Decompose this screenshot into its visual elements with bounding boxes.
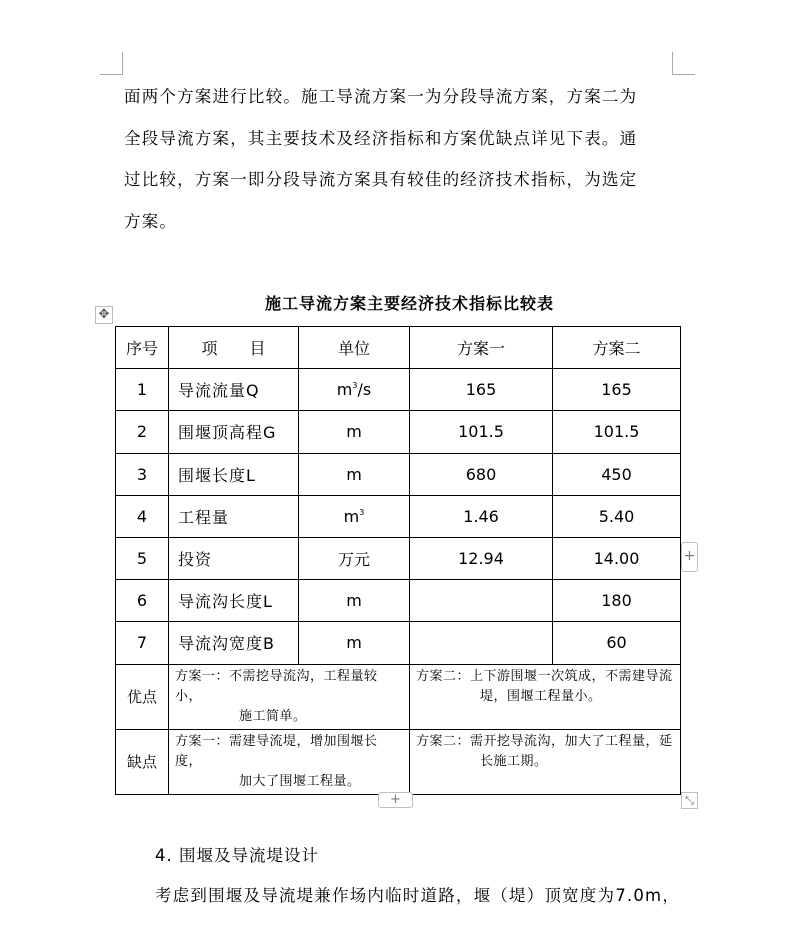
header-cell: 项 目 bbox=[169, 327, 299, 369]
intro-paragraph bbox=[124, 76, 684, 242]
row-plan-b: 60 bbox=[553, 622, 681, 664]
disadvantages-label: 缺点 bbox=[116, 729, 169, 794]
row-item: 工程量 bbox=[169, 495, 299, 537]
row-number: 1 bbox=[116, 369, 169, 411]
row-plan-a: 101.5 bbox=[410, 411, 553, 453]
page-corner-mark-right bbox=[672, 52, 695, 75]
row-unit: m bbox=[299, 411, 410, 453]
header-cell: 单位 bbox=[299, 327, 410, 369]
row-item: 投资 bbox=[169, 537, 299, 579]
section-paragraph: 考虑到围堰及导流堤兼作场内临时道路，堰（堤）顶宽度为7.0m， bbox=[155, 886, 681, 905]
row-plan-b: 5.40 bbox=[553, 495, 681, 537]
row-item: 导流沟宽度B bbox=[169, 622, 299, 664]
row-plan-a: 680 bbox=[410, 453, 553, 495]
header-cell: 方案一 bbox=[410, 327, 553, 369]
advantages-label: 优点 bbox=[116, 664, 169, 729]
header-cell: 序号 bbox=[116, 327, 169, 369]
table-row bbox=[116, 622, 681, 664]
table-row bbox=[116, 411, 681, 453]
table-row bbox=[116, 369, 681, 411]
row-plan-a: 165 bbox=[410, 369, 553, 411]
table-title: 施工导流方案主要经济技术指标比较表 bbox=[264, 294, 554, 313]
row-plan-b: 14.00 bbox=[553, 537, 681, 579]
row-plan-a bbox=[410, 580, 553, 622]
row-plan-b: 165 bbox=[553, 369, 681, 411]
row-item: 导流沟长度L bbox=[169, 580, 299, 622]
row-plan-a bbox=[410, 622, 553, 664]
row-number: 5 bbox=[116, 537, 169, 579]
row-plan-b: 180 bbox=[553, 580, 681, 622]
advantages-plan-b: 方案二：上下游围堰一次筑成，不需建导流 堤，围堰工程量小。 bbox=[410, 664, 681, 729]
row-unit: m bbox=[299, 622, 410, 664]
row-number: 7 bbox=[116, 622, 169, 664]
page-corner-mark-left bbox=[100, 52, 123, 75]
row-plan-b: 450 bbox=[553, 453, 681, 495]
row-item: 围堰长度L bbox=[169, 453, 299, 495]
disadvantages-plan-a: 方案一：需建导流堤，增加围堰长度， 加大了围堰工程量。 bbox=[169, 729, 410, 794]
table-header-row bbox=[116, 327, 681, 369]
row-unit: $m^3$ bbox=[299, 495, 410, 537]
row-unit: $m^3/s$ bbox=[299, 369, 410, 411]
row-number: 3 bbox=[116, 453, 169, 495]
add-row-plus-icon[interactable]: + bbox=[378, 792, 413, 808]
row-number: 6 bbox=[116, 580, 169, 622]
row-number: 2 bbox=[116, 411, 169, 453]
table-row bbox=[116, 537, 681, 579]
advantages-row bbox=[116, 664, 681, 729]
table-row bbox=[116, 495, 681, 537]
header-cell: 方案二 bbox=[553, 327, 681, 369]
row-plan-a: 1.46 bbox=[410, 495, 553, 537]
disadvantages-plan-b: 方案二：需开挖导流沟，加大了工程量，延 长施工期。 bbox=[410, 729, 681, 794]
row-number: 4 bbox=[116, 495, 169, 537]
intro-line: 方案。 bbox=[124, 211, 178, 231]
comparison-table bbox=[115, 326, 681, 795]
row-item: 围堰顶高程G bbox=[169, 411, 299, 453]
disadvantages-row bbox=[116, 729, 681, 794]
row-plan-b: 101.5 bbox=[553, 411, 681, 453]
table-row bbox=[116, 453, 681, 495]
intro-line: 面两个方案进行比较。施工导流方案一为分段导流方案，方案二为 bbox=[124, 87, 638, 106]
row-plan-a: 12.94 bbox=[410, 537, 553, 579]
row-unit: m bbox=[299, 453, 410, 495]
row-unit: m bbox=[299, 580, 410, 622]
section-heading: 4. 围堰及导流堤设计 bbox=[155, 846, 319, 865]
intro-line: 过比较，方案一即分段导流方案具有较佳的经济技术指标，为选定 bbox=[124, 170, 638, 189]
table-row bbox=[116, 580, 681, 622]
table-move-icon[interactable]: ✥ bbox=[95, 306, 113, 324]
row-item: 导流流量Q bbox=[169, 369, 299, 411]
advantages-plan-a: 方案一：不需挖导流沟，工程量较小， 施工简单。 bbox=[169, 664, 410, 729]
table-resize-icon[interactable]: ⤡ bbox=[681, 792, 698, 809]
row-unit: 万元 bbox=[299, 537, 410, 579]
intro-line: 全段导流方案，其主要技术及经济指标和方案优缺点详见下表。通 bbox=[124, 128, 638, 148]
add-column-plus-icon[interactable]: + bbox=[681, 542, 698, 572]
